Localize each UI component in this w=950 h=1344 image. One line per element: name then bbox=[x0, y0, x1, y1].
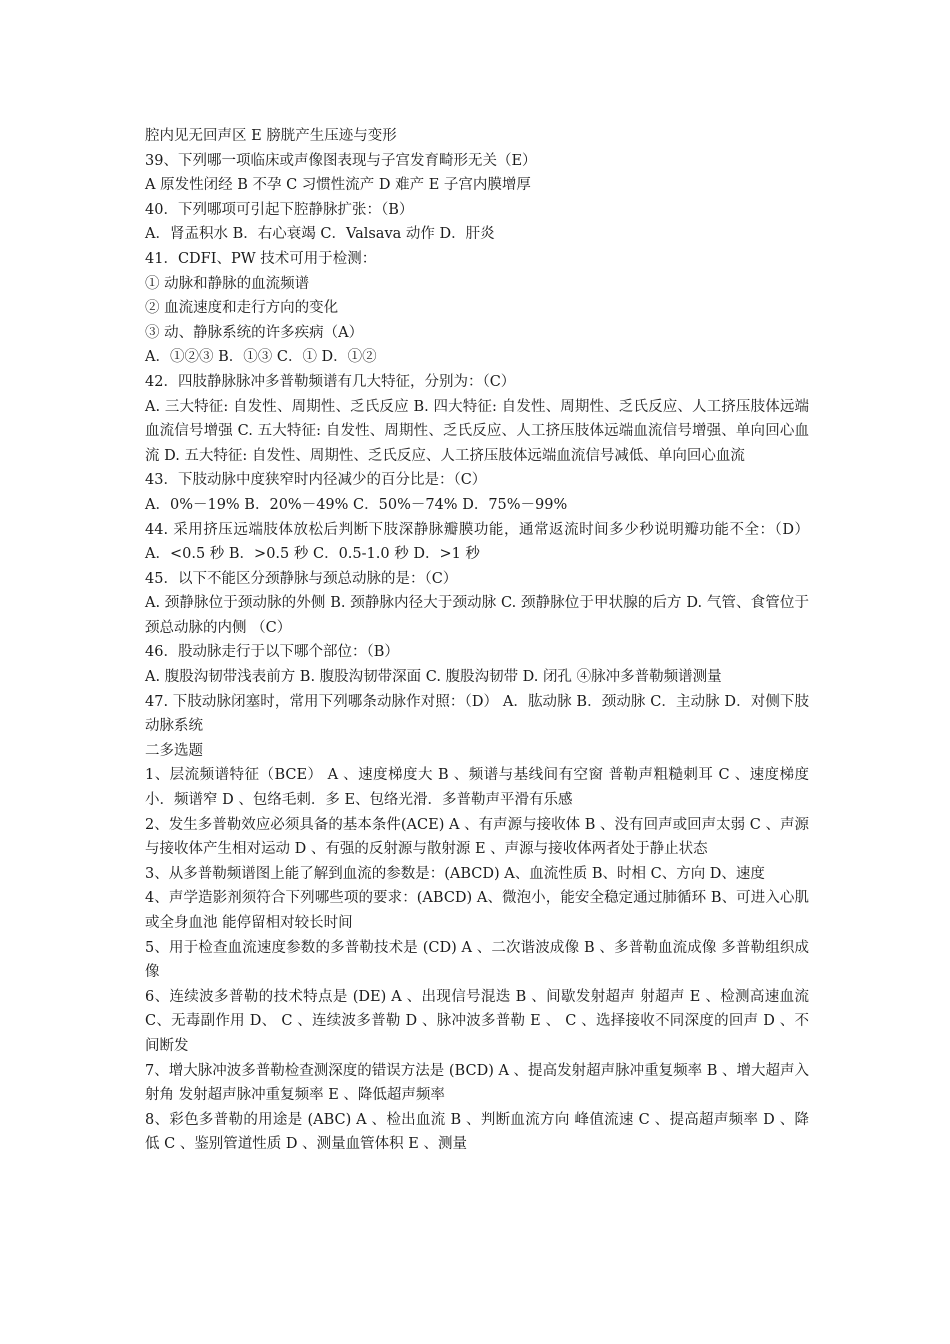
multi-question-2: 2、发生多普勒效应必须具备的基本条件(ACE) A 、有声源与接收体 B 、没有回声或回声太弱 C 、声源与接收体产生相对运动 D 、有强的反射源与散射源 E 、声源与接收体两者处于静止状态 bbox=[145, 816, 809, 858]
question-42: 42．四肢静脉脉冲多普勒频谱有几大特征，分别为：（C） bbox=[145, 373, 516, 390]
question-41: 41．CDFI、PW 技术可用于检测： bbox=[145, 250, 377, 267]
question-40: 40．下列哪项可引起下腔静脉扩张：（B） bbox=[145, 201, 414, 218]
question-44: 44. 采用挤压远端肢体放松后判断下肢深静脉瓣膜功能，通常返流时间多少秒说明瓣功能不全：（D） A．<0.5 秒 B．>0.5 秒 C．0.5-1.0 秒 D．>1 秒 bbox=[145, 521, 809, 563]
question-43-options: A．0%－19% B．20%－49% C．50%－74% D．75%－99% bbox=[145, 496, 568, 513]
section-heading: 二多选题 bbox=[145, 742, 203, 759]
multi-question-7: 7、增大脉冲波多普勒检查测深度的错误方法是 (BCD) A 、提高发射超声脉冲重复频率 B 、增大超声入射角 发射超声脉冲重复频率 E 、降低超声频率 bbox=[145, 1062, 809, 1104]
question-46-options: A. 腹股沟韧带浅表前方 B. 腹股沟韧带深面 C. 腹股沟韧带 D. 闭孔 ④脉冲多普勒频谱测量 bbox=[145, 669, 722, 686]
question-41-item-2: ② 血流速度和走行方向的变化 bbox=[145, 300, 339, 317]
multi-question-8: 8、彩色多普勒的用途是 (ABC) A 、检出血流 B 、判断血流方向 峰值流速 C 、提高超声频率 D 、降低 C 、鉴别管道性质 D 、测量血管体积 E 、测量 bbox=[145, 1111, 809, 1153]
question-45: 45．以下不能区分颈静脉与颈总动脉的是：（C） bbox=[145, 570, 458, 587]
question-47: 47. 下肢动脉闭塞时，常用下列哪条动脉作对照：（D） A．肱动脉 B．颈动脉 C．主动脉 D．对侧下肢动脉系统 bbox=[145, 693, 809, 735]
question-40-options: A．肾盂积水 B．右心衰竭 C．Valsava 动作 D．肝炎 bbox=[145, 226, 495, 243]
question-42-options: A. 三大特征: 自发性、周期性、乏氏反应 B. 四大特征: 自发性、周期性、乏氏反应、人工挤压肢体远端血流信号增强 C. 五大特征: 自发性、周期性、乏氏反应、人工挤压肢体远端血流信号增强、单向回心血 流 D. 五大特征: 自发性、周期性、乏氏反应、人工挤压肢体远端血流信号减低、单向回心血流 bbox=[145, 398, 809, 464]
question-41-options: A．①②③ B．①③ C．① D．①② bbox=[145, 349, 377, 366]
question-39-options: A 原发性闭经 B 不孕 C 习惯性流产 D 难产 E 子宫内膜增厚 bbox=[145, 177, 531, 194]
multi-question-5: 5、用于检查血流速度参数的多普勒技术是 (CD) A 、二次谐波成像 B 、多普勒血流成像 多普勒组织成像 bbox=[145, 939, 809, 981]
multi-question-4: 4、声学造影剂须符合下列哪些项的要求：(ABCD) A、微泡小，能安全稳定通过肺循环 B、可进入心肌或全身血池 能停留相对较长时间 bbox=[145, 890, 809, 931]
question-43: 43．下肢动脉中度狭窄时内径减少的百分比是：（C） bbox=[145, 472, 487, 489]
question-46: 46．股动脉走行于以下哪个部位：（B） bbox=[145, 644, 399, 661]
multi-question-3: 3、从多普勒频谱图上能了解到血流的参数是：(ABCD) A、血流性质 B、时相 C、方向 D、速度 bbox=[145, 865, 765, 882]
document-page bbox=[145, 124, 809, 1157]
multi-question-6: 6、连续波多普勒的技术特点是 (DE) A 、出现信号混迭 B 、间歇发射超声 射超声 E 、检测高速血流 C、无毒副作用 D、 C 、连续波多普勒 D 、脉冲波多普勒 E 、 C 、选择接收不同深度的回声 D 、不间断发 bbox=[145, 988, 809, 1054]
question-41-item-3: ③ 动、静脉系统的许多疾病（A） bbox=[145, 324, 364, 341]
question-39: 39、下列哪一项临床或声像图表现与子宫发育畸形无关（E） bbox=[145, 152, 537, 169]
text-line: 腔内见无回声区 E 膀胱产生压迹与变形 bbox=[145, 128, 397, 144]
question-45-options: A. 颈静脉位于颈动脉的外侧 B. 颈静脉内径大于颈动脉 C. 颈静脉位于甲状腺的后方 D. 气管、食管位于颈总动脉的内侧 （C） bbox=[145, 595, 809, 636]
multi-question-1: 1、层流频谱特征（BCE） A 、速度梯度大 B 、频谱与基线间有空窗 普勒声粗糙刺耳 C 、速度梯度小．频谱窄 D 、包络毛刺．多 E、包络光滑．多普勒声平滑有乐感 bbox=[145, 767, 809, 809]
question-41-item-1: ① 动脉和静脉的血流频谱 bbox=[145, 275, 310, 292]
